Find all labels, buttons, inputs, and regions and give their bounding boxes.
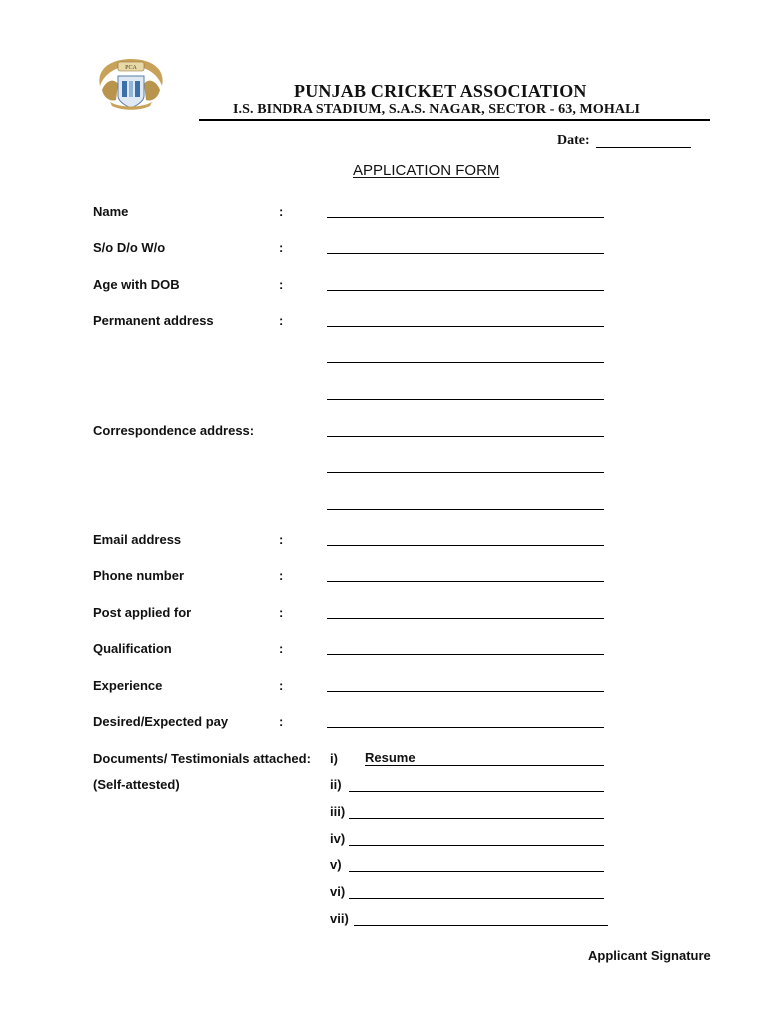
label-age: Age with DOB [93,277,180,292]
permanent-address-line-1[interactable] [327,326,604,327]
label-documents: Documents/ Testimonials attached: [93,751,311,766]
colon: : [279,714,284,729]
pay-field-line[interactable] [327,727,604,728]
label-permanent-address: Permanent address [93,313,214,328]
experience-field-line[interactable] [327,691,604,692]
org-address: I.S. BINDRA STADIUM, S.A.S. NAGAR, SECTOR - 63, MOHALI [233,102,641,117]
permanent-address-line-3[interactable] [327,399,604,400]
date-field-line[interactable] [596,147,691,148]
applicant-signature-label: Applicant Signature [588,948,711,963]
post-field-line[interactable] [327,618,604,619]
permanent-address-line-2[interactable] [327,362,604,363]
doc-line-6[interactable] [349,898,604,899]
doc-line-7[interactable] [354,925,608,926]
label-experience: Experience [93,678,163,693]
label-qualification: Qualification [93,641,172,656]
colon: : [279,277,284,292]
qualification-field-line[interactable] [327,654,604,655]
doc-numeral-6: vi) [330,884,346,899]
doc-numeral-2: ii) [330,777,342,792]
phone-field-line[interactable] [327,581,604,582]
label-phone: Phone number [93,568,185,583]
form-title: APPLICATION FORM [353,162,500,179]
label-pay: Desired/Expected pay [93,714,229,729]
colon: : [279,605,284,620]
label-post: Post applied for [93,605,192,620]
colon: : [279,568,284,583]
doc-numeral-3: iii) [330,804,346,819]
age-field-line[interactable] [327,290,604,291]
date-label: Date: [557,133,590,148]
doc-line-3[interactable] [349,818,604,819]
doc-numeral-4: iv) [330,831,346,846]
label-email: Email address [93,532,182,547]
name-field-line[interactable] [327,217,604,218]
doc-line-2[interactable] [349,791,604,792]
correspondence-address-line-3[interactable] [327,509,604,510]
colon: : [279,532,284,547]
header-divider [199,119,710,121]
doc-line-5[interactable] [349,871,604,872]
label-relation: S/o D/o W/o [93,240,166,255]
label-self-attested: (Self-attested) [93,777,180,792]
colon: : [279,641,284,656]
relation-field-line[interactable] [327,253,604,254]
colon: : [279,678,284,693]
pca-logo-icon [92,56,170,112]
doc-numeral-5: v) [330,857,342,872]
doc-numeral-1: i) [330,751,338,766]
colon: : [279,240,284,255]
org-name: PUNJAB CRICKET ASSOCIATION [294,81,587,101]
logo-text: PCA [125,65,137,71]
doc-item-resume: Resume [365,750,416,765]
email-field-line[interactable] [327,545,604,546]
doc-line-4[interactable] [349,845,604,846]
doc-line-1[interactable] [415,765,604,766]
correspondence-address-line-2[interactable] [327,472,604,473]
label-name: Name [93,204,129,219]
correspondence-address-line-1[interactable] [327,436,604,437]
label-correspondence-address: Correspondence address: [93,423,255,438]
colon: : [279,313,284,328]
doc-numeral-7: vii) [330,911,349,926]
colon: : [279,204,284,219]
